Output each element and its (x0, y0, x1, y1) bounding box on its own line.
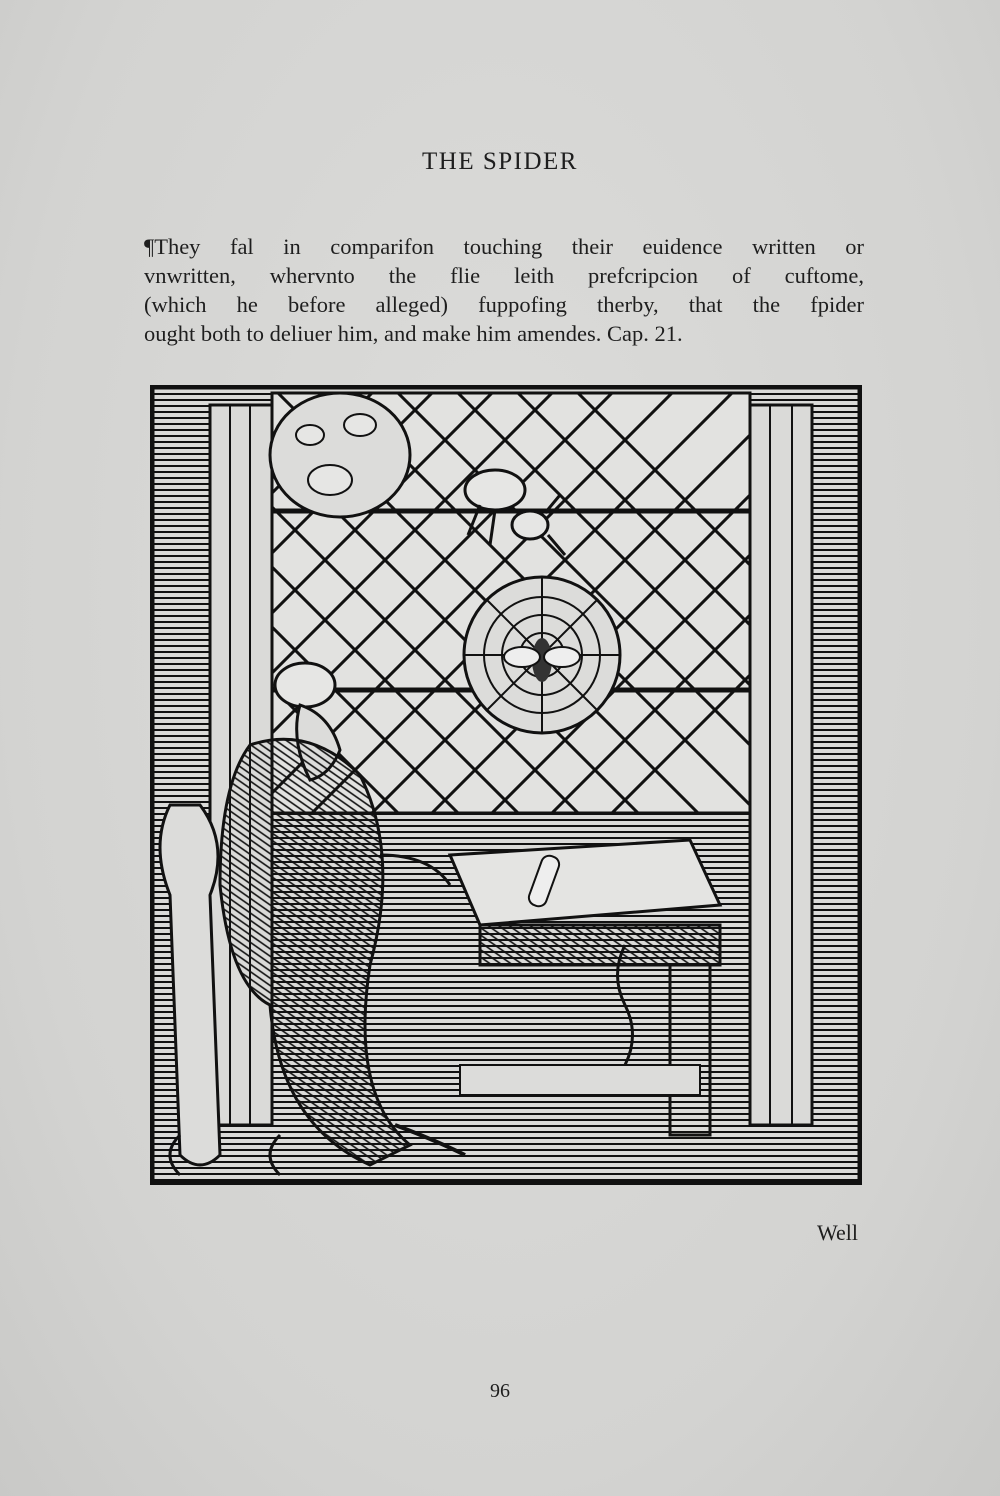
text-line-2: vnwritten, whervnto the flie leith prefcripcion of cuftome, (144, 263, 864, 288)
text-line-4: ought both to deliuer him, and make him amendes. Cap. 21. (144, 321, 683, 346)
chapter-summary (144, 232, 864, 348)
text-line-1: ¶They fal in comparifon touching their euidence written or (144, 234, 864, 259)
spider-web (464, 577, 620, 733)
catchword: Well (817, 1220, 858, 1245)
woodcut-illustration (150, 385, 862, 1185)
running-head: THE SPIDER (422, 148, 578, 175)
page-number: 96 (490, 1380, 510, 1402)
spider-nest (270, 393, 410, 517)
text-line-3: (which he before alleged) fuppofing therby, that the fpider (144, 292, 864, 317)
right-column (750, 405, 812, 1125)
